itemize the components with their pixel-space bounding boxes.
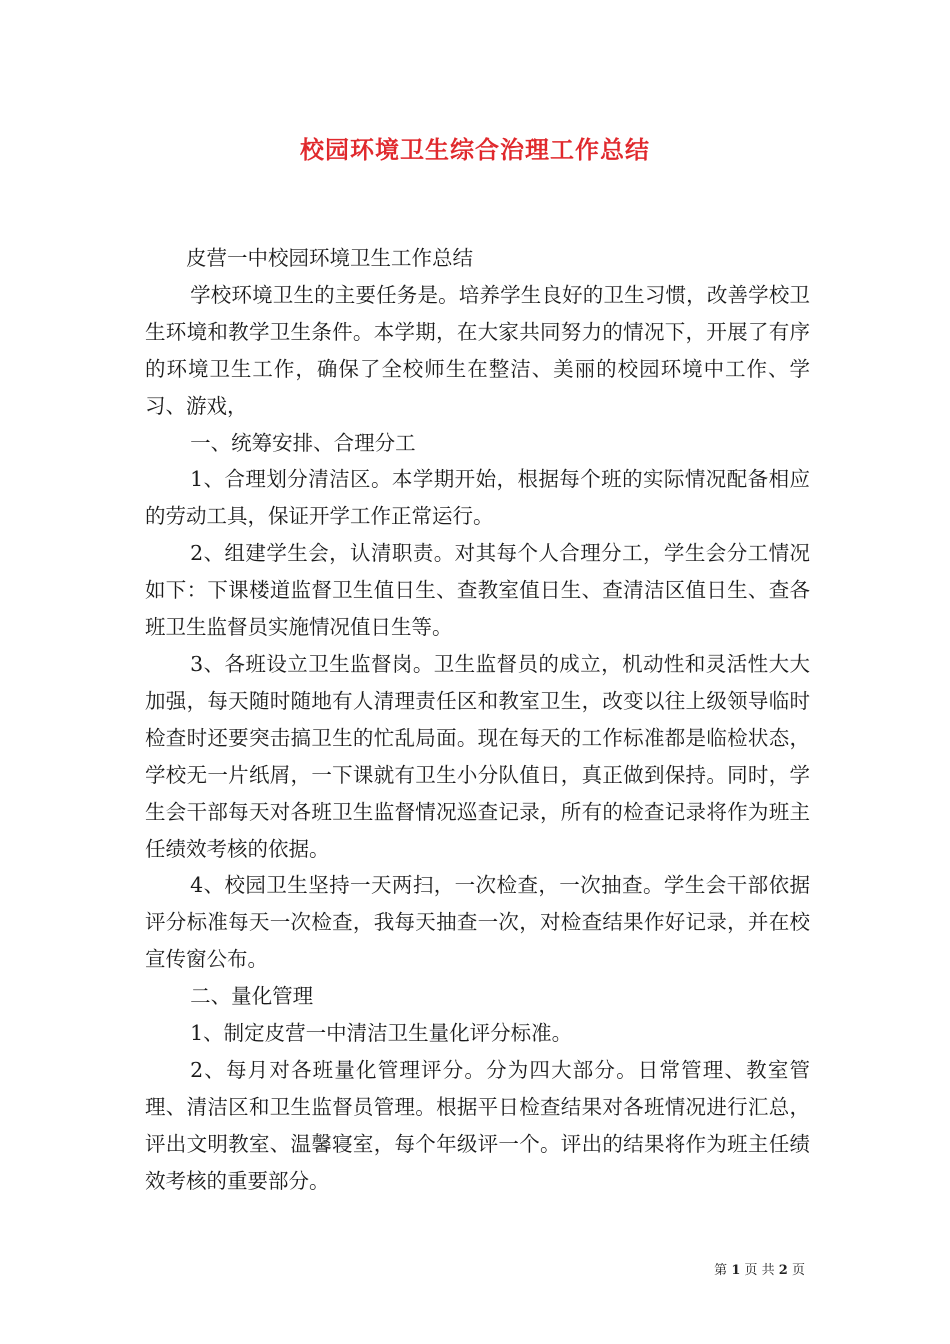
footer-prefix: 第 — [714, 1263, 728, 1278]
document-subtitle: 皮营一中校园环境卫生工作总结 — [186, 246, 473, 270]
paragraph-intro: 学校环境卫生的主要任务是。培养学生良好的卫生习惯，改善学校卫生环境和教学卫生条件。本学期，在大家共同努力的情况下，开展了有序的环境卫生工作，确保了全校师生在整洁、美丽的校园环境中工作、学习、游戏， — [145, 282, 810, 418]
paragraph-2-2: 2、每月对各班量化管理评分。分为四大部分。日常管理、教室管理、清洁区和卫生监督员管理。根据平日检查结果对各班情况进行汇总，评出文明教室、温馨寝室，每个年级评一个。评出的结果将作为班主任绩效考核的重要部分。 — [145, 1057, 810, 1193]
paragraph-1-2: 2、组建学生会，认清职责。对其每个人合理分工，学生会分工情况如下：下课楼道监督卫生值日生、查教室值日生、查清洁区值日生、查各班卫生监督员实施情况值日生等。 — [145, 541, 810, 640]
footer-current-page: 1 — [731, 1263, 741, 1278]
section-heading-2: 二、量化管理 — [190, 984, 314, 1009]
footer-middle: 页 共 — [744, 1263, 775, 1278]
paragraph-1-3: 3、各班设立卫生监督岗。卫生监督员的成立，机动性和灵活性大大加强，每天随时随地有人清理责任区和教室卫生，改变以往上级领导临时检查时还要突击搞卫生的忙乱局面。现在每天的工作标准都是临检状态，学校无一片纸屑，一下课就有卫生小分队值日，真正做到保持。同时，学生会干部每天对各班卫生监督情况巡查记录，所有的检查记录将作为班主任绩效考核的依据。 — [145, 651, 810, 861]
document-title: 校园环境卫生综合治理工作总结 — [300, 135, 650, 164]
footer-suffix: 页 — [791, 1263, 805, 1278]
paragraph-1-1: 1、合理划分清洁区。本学期开始，根据每个班的实际情况配备相应的劳动工具，保证开学工作正常运行。 — [145, 467, 810, 529]
paragraph-1-4: 4、校园卫生坚持一天两扫，一次检查，一次抽查。学生会干部依据评分标准每天一次检查，我每天抽查一次，对检查结果作好记录，并在校宣传窗公布。 — [145, 873, 810, 972]
page-footer — [714, 1262, 805, 1280]
section-heading-1: 一、统筹安排、合理分工 — [190, 430, 416, 455]
footer-total-pages: 2 — [778, 1263, 788, 1278]
paragraph-2-1: 1、制定皮营一中清洁卫生量化评分标准。 — [190, 1021, 573, 1046]
document-body — [145, 240, 810, 1200]
